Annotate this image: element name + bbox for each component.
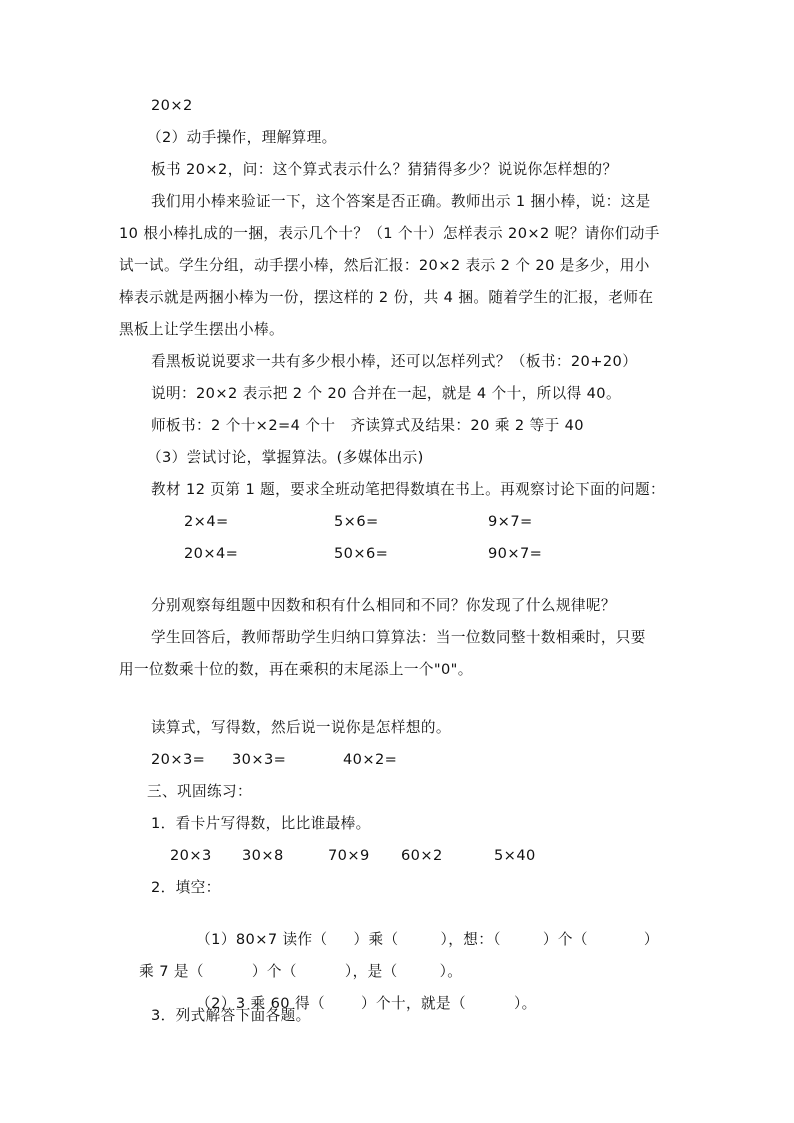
paragraph-line: 读算式，写得数，然后说一说你是怎样想的。 xyxy=(151,719,451,736)
fill-text: ）个（ xyxy=(251,963,297,980)
card-item: 20×3 xyxy=(170,847,212,864)
card-item: 30×8 xyxy=(242,847,284,864)
paragraph-line: 棒表示就是两捆小棒为一份，摆这样的 2 份，共 4 捆。随着学生的汇报，老师在 xyxy=(119,289,654,306)
fill-text: （1）80×7 读作（ xyxy=(196,931,328,948)
exercise-item: 90×7= xyxy=(488,545,543,562)
paragraph-line: 学生回答后，教师帮助学生归纳口算算法：当一位数同整十数相乘时，只要 xyxy=(151,629,646,646)
exercise-item: 2×4= xyxy=(184,513,229,530)
paragraph-line: 我们用小棒来验证一下，这个答案是否正确。教师出示 1 捆小棒，说：这是 xyxy=(151,193,651,210)
fill-text: （2）3 乘 60 得（ xyxy=(196,995,325,1012)
exercise-item: 5×6= xyxy=(334,513,379,530)
fill-text: ）个（ xyxy=(542,931,588,948)
fill-text: ） xyxy=(643,931,659,948)
fill-text: ）乘（ xyxy=(353,931,399,948)
exercise-item: 40×2= xyxy=(343,751,398,768)
paragraph-line: 用一位数乘十位的数，再在乘积的末尾添上一个"0"。 xyxy=(119,661,473,678)
fill-text: ）。 xyxy=(439,963,463,980)
card-item: 70×9 xyxy=(328,847,370,864)
card-item: 5×40 xyxy=(494,847,536,864)
fill-text: 乘 7 是（ xyxy=(139,963,204,980)
exercise-item: 9×7= xyxy=(488,513,533,530)
exercise-item: 20×4= xyxy=(184,545,239,562)
fill-text: ），是（ xyxy=(344,963,398,980)
paragraph-line: 板书 20×2，问：这个算式表示什么？猜猜得多少？说说你怎样想的？ xyxy=(151,161,618,178)
paragraph-line: 试一试。学生分组，动手摆小棒，然后汇报：20×2 表示 2 个 20 是多少，用小 xyxy=(119,257,650,274)
question-2: 2．填空： xyxy=(151,879,221,896)
exercise-item: 50×6= xyxy=(334,545,389,562)
paragraph-line: 看黑板说说要求一共有多少根小棒，还可以怎样列式？（板书：20+20） xyxy=(151,353,638,370)
section-3-heading: （3）尝试讨论，掌握算法。(多媒体出示) xyxy=(147,449,424,466)
paragraph-line: 分别观察每组题中因数和积有什么相同和不同？你发现了什么规律呢？ xyxy=(151,597,616,614)
card-item: 60×2 xyxy=(401,847,443,864)
fill-text: ）个十，就是（ xyxy=(360,995,466,1012)
question-1: 1．看卡片写得数，比比谁最棒。 xyxy=(151,815,371,832)
expression-20x2: 20×2 xyxy=(151,97,193,114)
section-2-heading: （2）动手操作，理解算理。 xyxy=(147,129,337,146)
paragraph-line: 10 根小棒扎成的一捆，表示几个十？（1 个十）怎样表示 20×2 呢？请你们动手 xyxy=(119,225,660,242)
paragraph-line: 教材 12 页第 1 题，要求全班动笔把得数填在书上。再观察讨论下面的问题： xyxy=(151,481,666,498)
paragraph-line: 师板书：2 个十×2=4 个十 齐读算式及结果：20 乘 2 等于 40 xyxy=(151,417,584,434)
section-heading: 三、巩固练习： xyxy=(147,783,252,800)
exercise-item: 20×3= xyxy=(151,751,206,768)
fill-text: ），想：（ xyxy=(440,931,501,948)
question-3: 3．列式解答下面各题。 xyxy=(151,1007,311,1024)
exercise-item: 30×3= xyxy=(232,751,287,768)
fill-text: ）。 xyxy=(513,995,537,1012)
paragraph-line: 黑板上让学生摆出小棒。 xyxy=(119,321,284,338)
paragraph-line: 说明：20×2 表示把 2 个 20 合并在一起，就是 4 个十，所以得 40。 xyxy=(151,385,621,402)
